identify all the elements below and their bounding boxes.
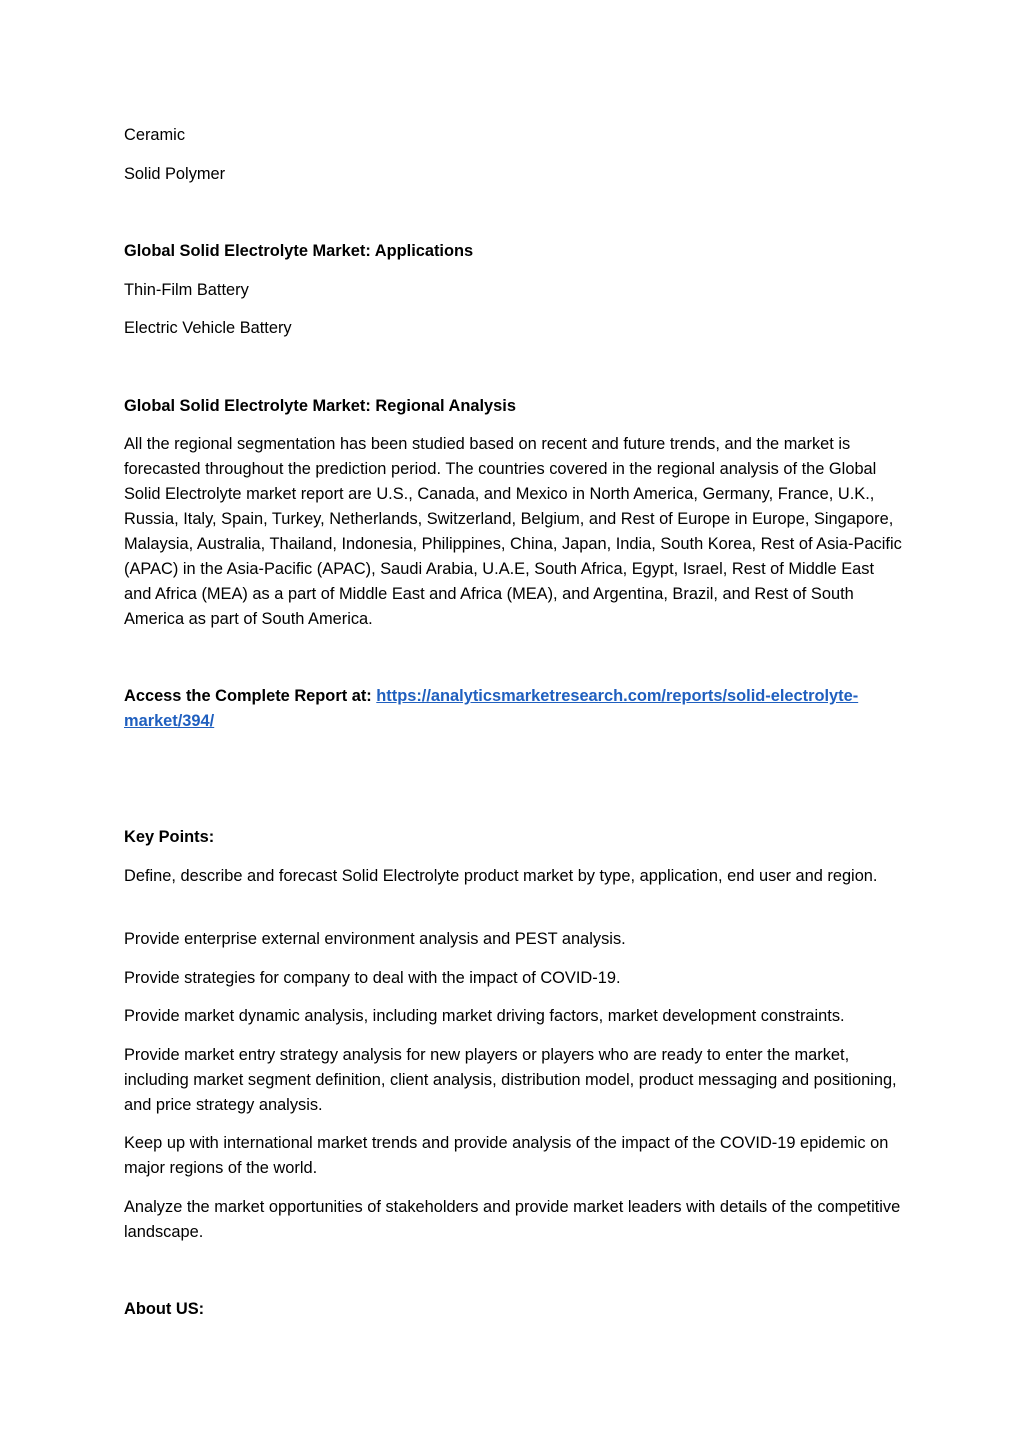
access-label: Access the Complete Report at:: [124, 687, 377, 705]
type-item-ceramic: Ceramic: [124, 126, 186, 144]
key-point-item: Define, describe and forecast Solid Electrolyte product market by type, application, end user and region.: [124, 867, 878, 885]
access-line: [124, 684, 904, 734]
key-point-item: Provide market entry strategy analysis for new players or players who are ready to enter the market, including market segment definition, client analysis, distribution model, product messaging and positioning, and price strategy analysis.: [124, 1046, 897, 1114]
key-point-item: Keep up with international market trends and provide analysis of the impact of the COVID-19 epidemic on major regions of the world.: [124, 1134, 889, 1177]
regional-heading: Global Solid Electrolyte Market: Regional Analysis: [124, 397, 516, 415]
key-point-item: Provide strategies for company to deal with the impact of COVID-19.: [124, 969, 621, 987]
applications-heading: Global Solid Electrolyte Market: Applications: [124, 242, 474, 260]
regional-paragraph: All the regional segmentation has been studied based on recent and future trends, and the market is forecasted throughout the prediction period. The countries covered in the regional analysis of the Global Solid Electrolyte market report are U.S., Canada, and Mexico in North America, Germany, France, U.K., Russia, Italy, Spain, Turkey, Netherlands, Switzerland, Belgium, and Rest of Europe in Europe, Singapore, Malaysia, Australia, Thailand, Indonesia, Philippines, China, Japan, India, South Korea, Rest of Asia-Pacific (APAC) in the Asia-Pacific (APAC), Saudi Arabia, U.A.E, South Africa, Egypt, Israel, Rest of Middle East and Africa (MEA) as a part of Middle East and Africa (MEA), and Argentina, Brazil, and Rest of South America as part of South America.: [124, 435, 902, 628]
application-item-ev: Electric Vehicle Battery: [124, 319, 292, 337]
key-points-heading: Key Points:: [124, 828, 215, 846]
about-heading: About US:: [124, 1300, 205, 1318]
key-point-item: Provide market dynamic analysis, including market driving factors, market development constraints.: [124, 1007, 845, 1025]
key-point-item: Analyze the market opportunities of stakeholders and provide market leaders with details of the competitive landscape.: [124, 1198, 901, 1241]
report-link[interactable]: https://analyticsmarketresearch.com/reports/solid-electrolyte-market/394/: [124, 687, 859, 730]
key-point-item: Provide enterprise external environment analysis and PEST analysis.: [124, 930, 626, 948]
application-item-thin-film: Thin-Film Battery: [124, 281, 249, 299]
type-item-solid-polymer: Solid Polymer: [124, 165, 226, 183]
